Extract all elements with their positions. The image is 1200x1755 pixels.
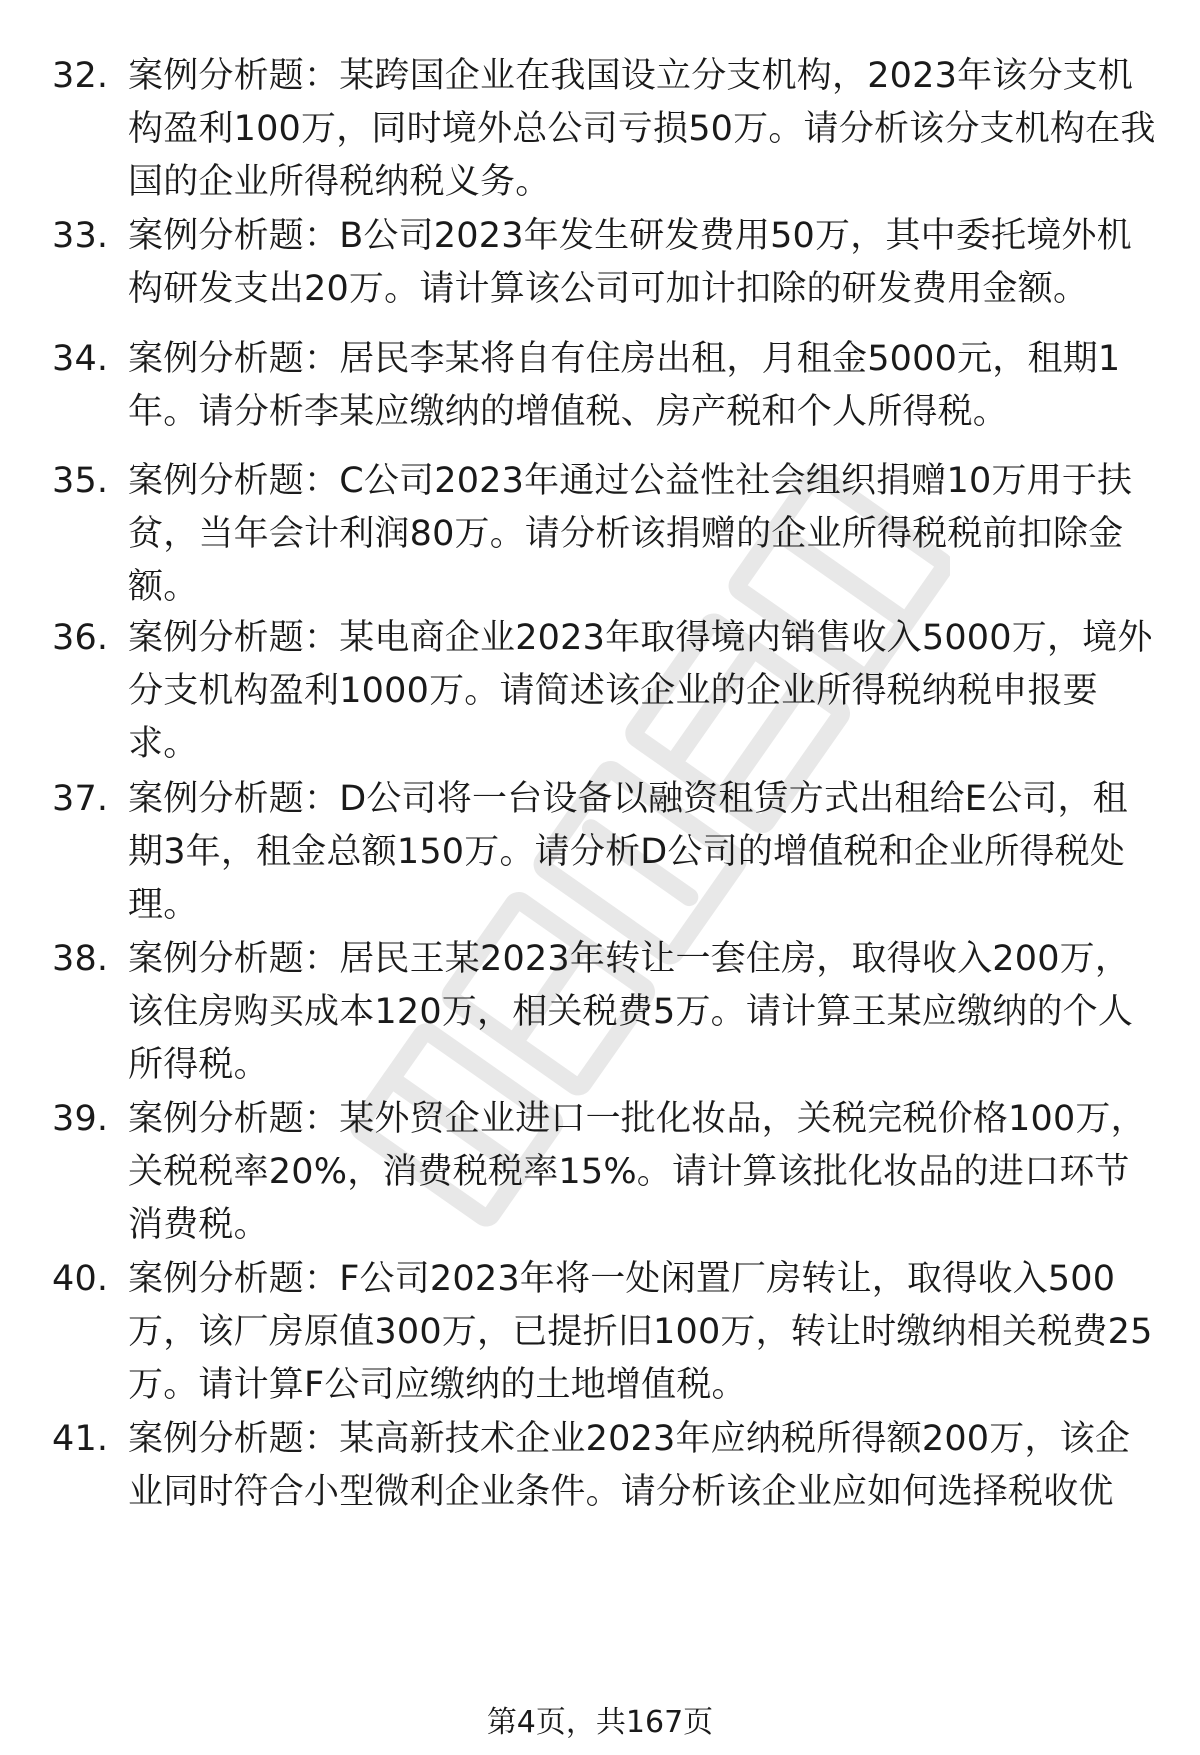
question-text: 案例分析题：C公司2023年通过公益性社会组织捐赠10万用于扶贫，当年会计利润80万。请分析该捐赠的企业所得税税前扣除金额。 [128,461,1133,607]
question-item [52,1253,1162,1412]
question-item [52,1093,1162,1252]
question-number: 39. [52,1099,109,1139]
question-text: 案例分析题：F公司2023年将一处闲置厂房转让，取得收入500万，该厂房原值300万，已提折旧100万，转让时缴纳相关税费25万。请计算F公司应缴纳的土地增值税。 [128,1259,1153,1405]
question-number: 37. [52,779,109,819]
question-text: 案例分析题：B公司2023年发生研发费用50万，其中委托境外机构研发支出20万。请计算该公司可加计扣除的研发费用金额。 [128,216,1132,309]
question-item [52,1413,1162,1519]
question-item [52,455,1162,614]
page-number-label: 第4页，共167页 [486,1705,714,1740]
question-text: 案例分析题：居民王某2023年转让一套住房，取得收入200万，该住房购买成本120万，相关税费5万。请计算王某应缴纳的个人所得税。 [128,939,1134,1085]
question-item [52,773,1162,932]
question-text: 案例分析题：某电商企业2023年取得境内销售收入5000万，境外分支机构盈利1000万。请简述该企业的企业所得税纳税申报要求。 [128,618,1153,764]
question-text: 案例分析题：某高新技术企业2023年应纳税所得额200万，该企业同时符合小型微利企业条件。请分析该企业应如何选择税收优 [128,1419,1131,1512]
question-item [52,50,1162,209]
question-number: 41. [52,1419,109,1459]
question-text: 案例分析题：某外贸企业进口一批化妆品，关税完税价格100万，关税税率20%，消费税税率15%。请计算该批化妆品的进口环节消费税。 [128,1099,1146,1245]
question-item [52,933,1162,1092]
page-footer [0,1703,1200,1743]
question-text: 案例分析题：D公司将一台设备以融资租赁方式出租给E公司，租期3年，租金总额150万。请分析D公司的增值税和企业所得税处理。 [128,779,1128,925]
question-item [52,612,1162,771]
question-text: 案例分析题：居民李某将自有住房出租，月租金5000元，租期1年。请分析李某应缴纳的增值税、房产税和个人所得税。 [128,339,1121,432]
question-number: 33. [52,216,109,256]
question-number: 40. [52,1259,109,1299]
question-number: 35. [52,461,109,501]
question-text: 案例分析题：某跨国企业在我国设立分支机构，2023年该分支机构盈利100万，同时境外总公司亏损50万。请分析该分支机构在我国的企业所得税纳税义务。 [128,56,1156,202]
question-number: 34. [52,339,109,379]
question-number: 36. [52,618,109,658]
question-number: 32. [52,56,109,96]
question-item [52,210,1162,316]
question-number: 38. [52,939,109,979]
question-item [52,333,1162,439]
